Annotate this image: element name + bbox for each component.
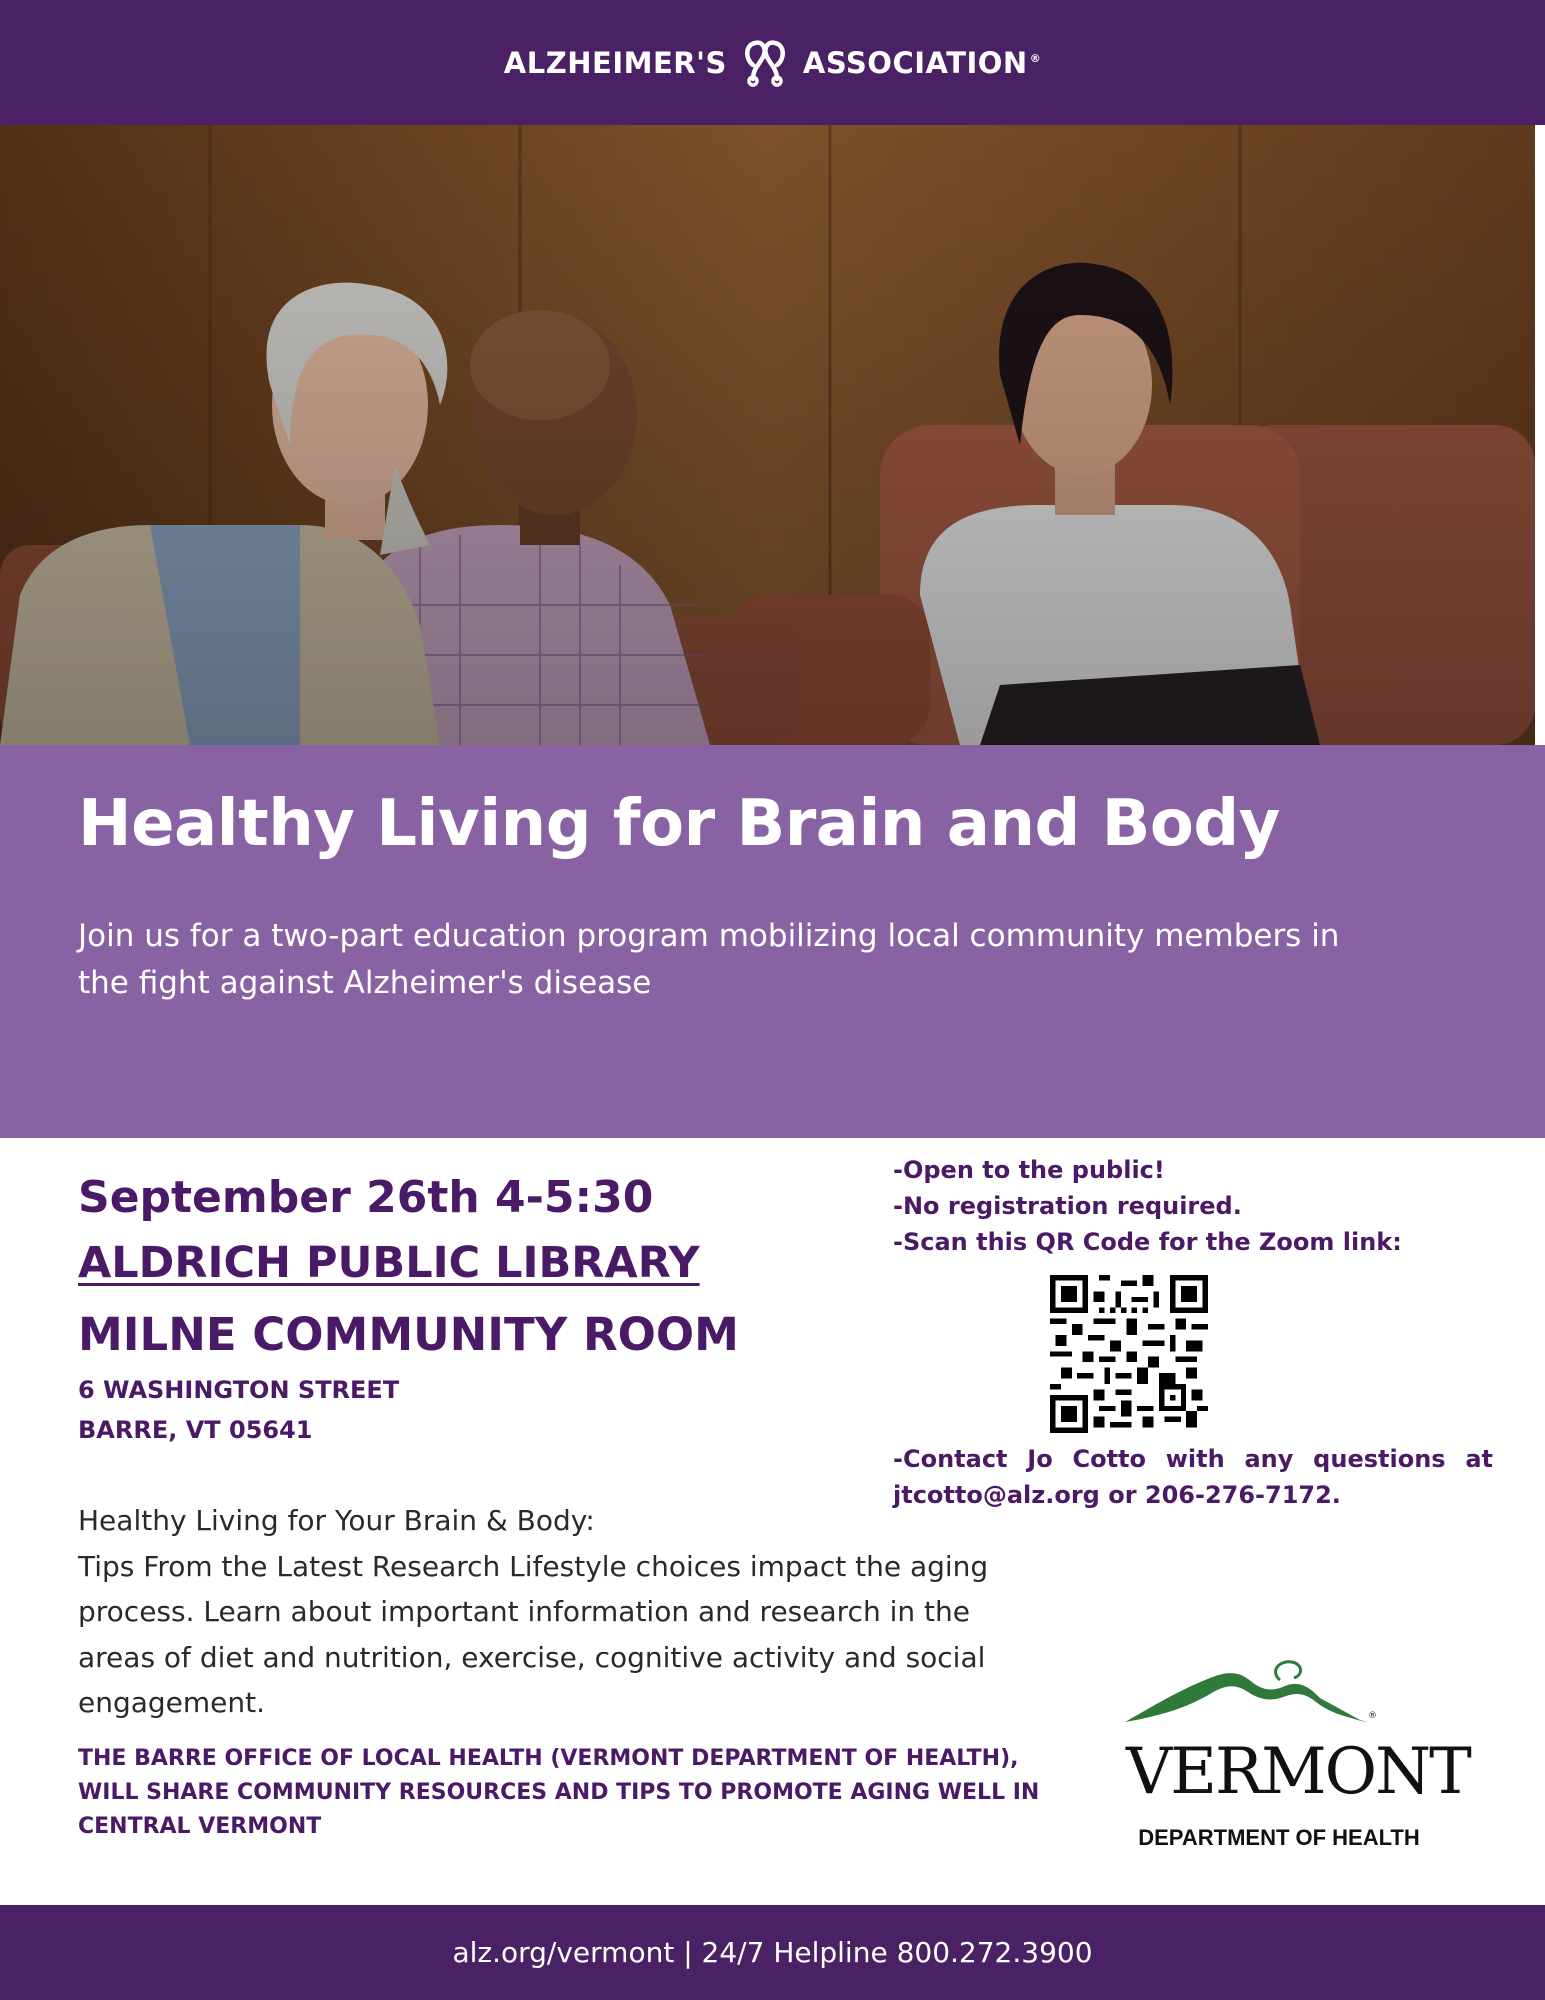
info-no-registration: -No registration required.: [893, 1192, 1242, 1220]
page-title: Healthy Living for Brain and Body: [78, 787, 1280, 861]
footer-bar: [0, 1905, 1545, 2000]
info-scan-qr: -Scan this QR Code for the Zoom link:: [893, 1228, 1402, 1256]
street-address: 6 WASHINGTON STREET: [78, 1376, 400, 1404]
brand-header: [0, 0, 1545, 125]
intro-text: Join us for a two-part education program mobilizing local community members in the fight against Alzheimer's disease: [78, 918, 1340, 1001]
venue-name: ALDRICH PUBLIC LIBRARY: [78, 1238, 700, 1288]
hero-banner: [0, 745, 1545, 1138]
alzheimers-association-logo-icon: [737, 35, 793, 91]
description-heading: Healthy Living for Your Brain & Body:: [78, 1504, 595, 1537]
local-health-note: THE BARRE OFFICE OF LOCAL HEALTH (VERMONT DEPARTMENT OF HEALTH), WILL SHARE COMMUNITY RESOURCES AND TIPS TO PROMOTE AGING WELL IN CENTRAL VERMONT: [78, 1746, 1040, 1839]
footer-text[interactable]: alz.org/vermont | 24/7 Helpline 800.272.3900: [452, 1936, 1093, 1969]
room-name: MILNE COMMUNITY ROOM: [78, 1308, 739, 1361]
info-list: [893, 1152, 1493, 1260]
svg-text:®: ®: [1368, 1711, 1377, 1721]
description-body: Tips From the Latest Research Lifestyle choices impact the aging process. Learn about important information and research in the areas of diet and nutrition, exercise, cognitive activity and social engagement.: [78, 1549, 989, 1719]
hero-photo: [0, 125, 1535, 745]
vermont-wordmark: VERMONT: [1126, 1735, 1470, 1809]
brand-right-text: ASSOCIATION ®: [802, 45, 1042, 80]
department-of-health-label: DEPARTMENT OF HEALTH: [1138, 1825, 1420, 1850]
city-address: BARRE, VT 05641: [78, 1416, 313, 1444]
event-details: [78, 1172, 1028, 1456]
info-open-public: -Open to the public!: [893, 1156, 1165, 1184]
group-conversation-photo: [0, 125, 1535, 745]
zoom-qr-code[interactable]: [1050, 1275, 1208, 1433]
program-description: [78, 1498, 1038, 1726]
brand-left-text: ALZHEIMER'S: [503, 45, 727, 80]
contact-info: -Contact Jo Cotto with any questions at jtcotto@alz.org or 206-276-7172.: [893, 1445, 1493, 1509]
event-date: September 26th 4-5:30: [78, 1172, 654, 1223]
